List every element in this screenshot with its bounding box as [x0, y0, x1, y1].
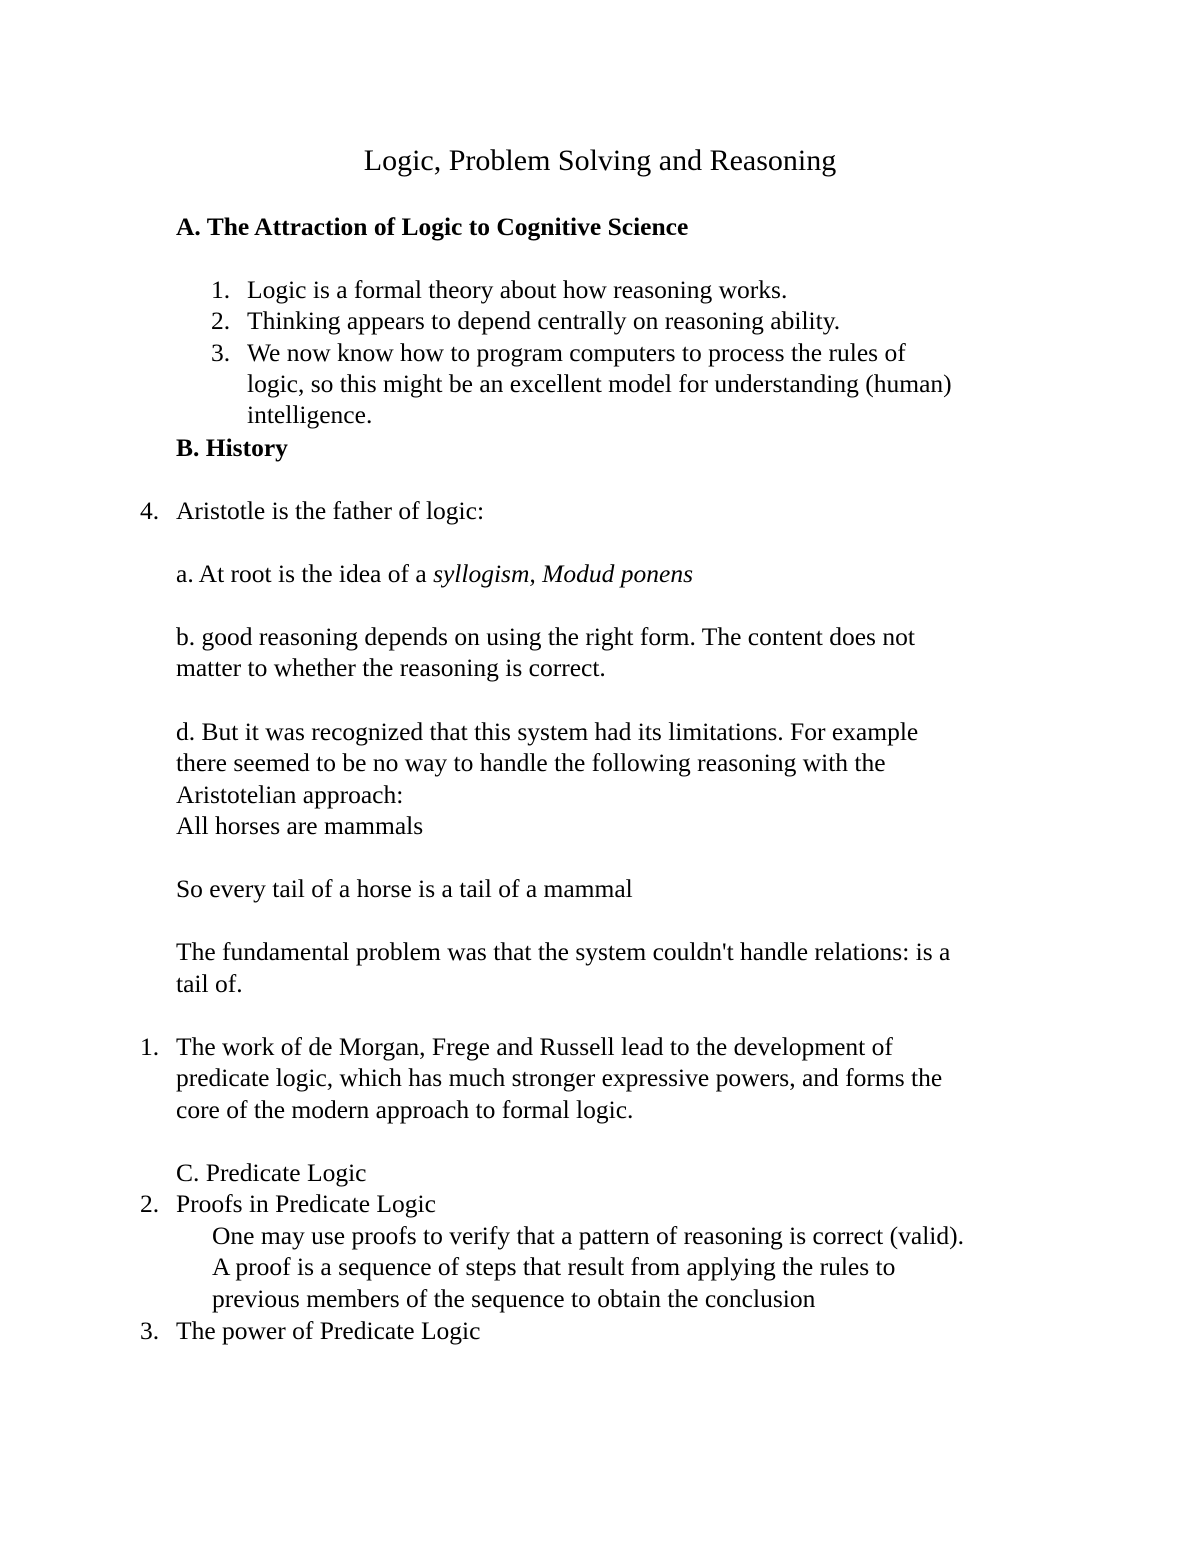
list-a-item-line: intelligence. — [247, 400, 373, 429]
paragraph-d-line: d. But it was recognized that this system had its limitations. For example — [176, 717, 919, 746]
list-item-line: The work of de Morgan, Frege and Russell lead to the development of — [176, 1032, 893, 1061]
sub-paragraph-line: A proof is a sequence of steps that result from applying the rules to — [212, 1252, 896, 1281]
list-a-item-line: Thinking appears to depend centrally on reasoning ability. — [247, 306, 841, 335]
section-b-heading: B. History — [176, 433, 288, 462]
conclusion-line: So every tail of a horse is a tail of a mammal — [176, 874, 633, 903]
paragraph-b-line: b. good reasoning depends on using the right form. The content does not — [176, 622, 915, 651]
paragraph-a-italic: syllogism, Modud ponens — [433, 559, 694, 588]
paragraph-a — [176, 558, 693, 589]
list-item-line: predicate logic, which has much stronger expressive powers, and forms the — [176, 1063, 943, 1092]
sub-paragraph-line: One may use proofs to verify that a pattern of reasoning is correct (valid). — [212, 1221, 964, 1250]
fundamental-line: tail of. — [176, 969, 243, 998]
sub-paragraph-line: previous members of the sequence to obtain the conclusion — [212, 1284, 816, 1313]
list-number: 3. — [140, 1316, 160, 1345]
section-a-heading: A. The Attraction of Logic to Cognitive Science — [176, 212, 689, 241]
list-a-number: 2. — [211, 306, 231, 335]
paragraph-d-line: All horses are mammals — [176, 811, 424, 840]
document-title: Logic, Problem Solving and Reasoning — [363, 144, 837, 177]
paragraph-b-line: matter to whether the reasoning is correct. — [176, 653, 606, 682]
paragraph-d-line: there seemed to be no way to handle the following reasoning with the — [176, 748, 886, 777]
list-number: 4. — [140, 496, 160, 525]
list-a-number: 1. — [211, 275, 231, 304]
list-a-item-line: logic, so this might be an excellent model for understanding (human) — [247, 369, 952, 398]
list-item-line: core of the modern approach to formal logic. — [176, 1095, 634, 1124]
paragraph-d-line: Aristotelian approach: — [176, 780, 404, 809]
list-item-text: Proofs in Predicate Logic — [176, 1189, 436, 1218]
list-a-item-line: Logic is a formal theory about how reasoning works. — [247, 275, 788, 304]
fundamental-line: The fundamental problem was that the system couldn't handle relations: is a — [176, 937, 951, 966]
list-a-item-line: We now know how to program computers to process the rules of — [247, 338, 906, 367]
list-item-text: The power of Predicate Logic — [176, 1316, 481, 1345]
list-number: 1. — [140, 1032, 160, 1061]
list-item-text: Aristotle is the father of logic: — [176, 496, 485, 525]
list-a-number: 3. — [211, 338, 231, 367]
paragraph-a-prefix: a. At root is the idea of a — [176, 559, 434, 588]
section-c-heading: C. Predicate Logic — [176, 1158, 367, 1187]
list-number: 2. — [140, 1189, 160, 1218]
